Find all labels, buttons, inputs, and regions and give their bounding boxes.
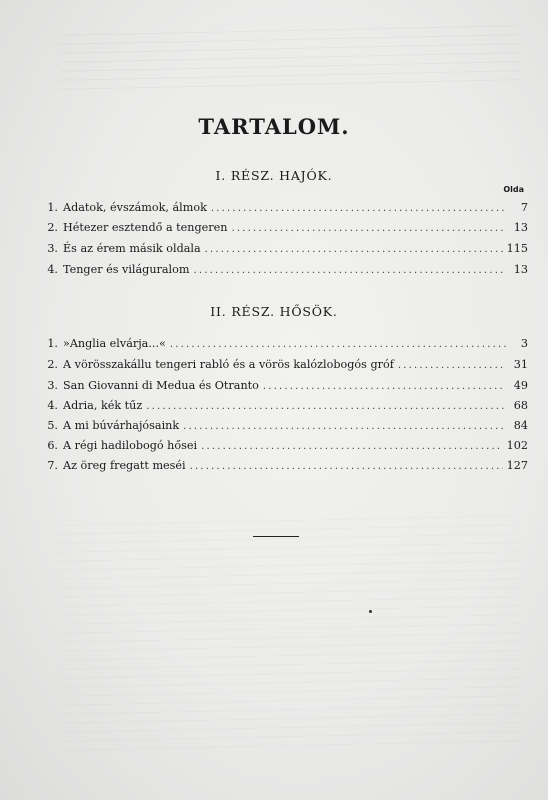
entry-page: 3 <box>520 337 528 350</box>
entry-title: Tenger és világuralom <box>63 263 190 276</box>
toc-entry <box>32 221 528 237</box>
entry-number: 4. <box>47 399 58 412</box>
entry-number: 7. <box>47 459 58 472</box>
part-2-heading: II. RÉSZ. HŐSÖK. <box>210 304 338 319</box>
toc-entry <box>32 459 528 475</box>
entry-title: És az érem másik oldala <box>63 242 201 255</box>
entry-title: A régi hadilobogó hősei <box>63 439 198 452</box>
toc-entry <box>32 242 528 258</box>
toc-entry <box>32 399 528 415</box>
bleed-through-text-bottom <box>58 515 523 755</box>
entry-title: A mi búvárhajósaink <box>63 419 180 432</box>
entry-title: Adatok, évszámok, álmok <box>63 201 207 214</box>
dot-leader <box>398 360 506 371</box>
entry-number: 2. <box>47 358 58 371</box>
page-title: TARTALOM. <box>198 114 350 139</box>
entry-title: Adria, kék tűz <box>63 399 143 412</box>
part-1-heading: I. RÉSZ. HAJÓK. <box>215 168 333 183</box>
dot-leader <box>190 461 503 472</box>
entry-page: 115 <box>506 242 528 255</box>
ink-speck <box>369 610 372 613</box>
entry-number: 4. <box>47 263 58 276</box>
entry-number: 6. <box>47 439 58 452</box>
dot-leader <box>205 244 503 255</box>
bleed-through-text-top <box>59 25 520 95</box>
entry-title: A vörösszakállu tengeri rabló és a vörös kalózlobogós gróf <box>63 358 394 371</box>
dot-leader <box>231 223 506 234</box>
entry-number: 5. <box>47 419 58 432</box>
toc-entry <box>32 439 528 455</box>
entry-number: 2. <box>47 221 58 234</box>
entry-number: 3. <box>47 379 58 392</box>
entry-title: »Anglia elvárja...« <box>63 337 166 350</box>
entry-number: 1. <box>47 201 58 214</box>
dot-leader <box>183 421 506 432</box>
entry-title: San Giovanni di Medua és Otranto <box>63 379 259 392</box>
dot-leader <box>146 401 506 412</box>
entry-page: 13 <box>513 221 528 234</box>
toc-entry <box>32 337 528 353</box>
entry-page: 127 <box>506 459 528 472</box>
closing-rule <box>253 536 299 537</box>
dot-leader <box>193 265 506 276</box>
dot-leader <box>211 203 506 214</box>
page-column-label: Olda <box>503 185 524 194</box>
entry-page: 84 <box>513 419 528 432</box>
entry-page: 68 <box>513 399 528 412</box>
toc-entry <box>32 263 528 279</box>
dot-leader <box>263 381 506 392</box>
entry-title: Hétezer esztendő a tengeren <box>63 221 228 234</box>
toc-entry <box>32 358 528 374</box>
entry-page: 49 <box>513 379 528 392</box>
dot-leader <box>170 339 506 350</box>
toc-entry <box>32 201 528 217</box>
dot-leader <box>201 441 503 452</box>
entry-page: 7 <box>520 201 528 214</box>
entry-page: 31 <box>513 358 528 371</box>
entry-title: Az öreg fregatt meséi <box>63 459 186 472</box>
entry-number: 3. <box>47 242 58 255</box>
entry-page: 13 <box>513 263 528 276</box>
entry-number: 1. <box>47 337 58 350</box>
entry-page: 102 <box>506 439 528 452</box>
toc-entry <box>32 379 528 395</box>
toc-entry <box>32 419 528 435</box>
